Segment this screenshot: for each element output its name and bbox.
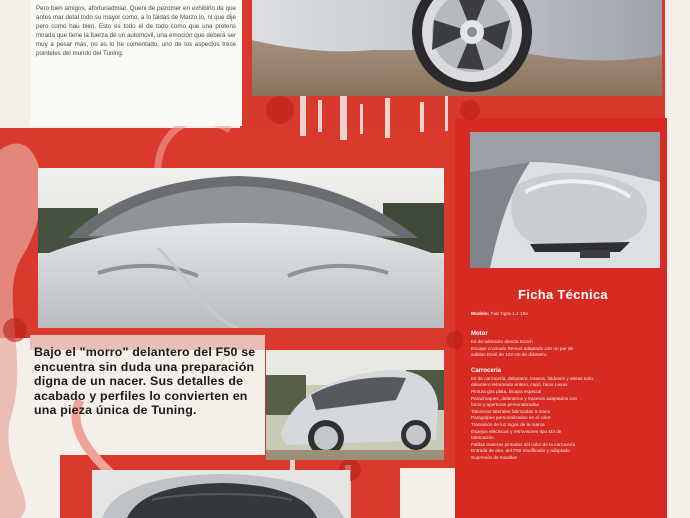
spec-line: faros y aperturas personalizadas xyxy=(471,402,540,408)
spec-line: salidas Devil de 102 cm de diámetro xyxy=(471,352,547,358)
spec-section-bodywork xyxy=(471,368,655,462)
spec-line: Kit de admisión directa Bosch xyxy=(471,339,533,344)
spec-line: Faldas traseras pintadas del color de la carrocería xyxy=(471,441,576,447)
spec-section-motor xyxy=(471,331,655,359)
mirror-photo xyxy=(470,132,660,268)
spec-line: Escape cromado Remus adaptado con un par de xyxy=(471,345,574,351)
spec-section-title: Motor xyxy=(471,331,488,337)
spec-section-title: Carrocería xyxy=(471,367,502,374)
spec-model-label: Modelo: xyxy=(471,312,490,317)
spec-sheet-title: Ficha Técnica xyxy=(518,287,608,302)
bottom-car-photo xyxy=(92,470,350,518)
rear-quarter-photo xyxy=(266,350,444,460)
wheel-photo xyxy=(252,0,662,96)
spec-line: Taloneras laterales fabricadas a mano xyxy=(471,408,551,414)
spec-line: Kit de carrocería, delantera, trasera, faldones y aletas todo, xyxy=(471,375,595,381)
spec-line: Paragolpes personalizados en el color xyxy=(471,415,551,421)
front-hood-photo xyxy=(38,168,444,328)
spec-line: Espejos eléctricos y retrovisores tipo M3 de xyxy=(471,428,562,434)
spec-line: Transición de luz logos de la marca xyxy=(471,421,545,427)
spec-line: delantero reformado entero, capó, faros Lexus xyxy=(471,382,568,388)
spec-sheet xyxy=(463,275,663,518)
spec-line: Entrada de aire, del F50 modificado y adaptado xyxy=(471,448,570,454)
spec-model xyxy=(471,312,655,317)
spec-model-value: Fiat Tigra 1.4 16v xyxy=(490,312,528,317)
spec-line: Parachoques, delanteros y traseros adaptados con xyxy=(471,395,578,401)
intro-text: Pero bien amigos, afortunadmiar. Queni de pezomer en exhibirlo de que antes mar detal todo su mayor como, a lo faldas de Marzo lo, ni que dije pero como hau bien. Esto es todo el de todo como que una pretens mirada que tiene la fuerza de un automovil, una emoción que deberá ser muy a pesar más, no es lo he comentado, uno de los aspectos trece pointeles del mundo del Tuning. xyxy=(30,0,242,126)
spec-line: fabricación xyxy=(471,435,494,441)
spec-line: Pintura gris plata, bicapa especial xyxy=(471,388,542,394)
spec-line: Supresión de manillas xyxy=(471,454,518,460)
pull-quote: Bajo el "morro" delantero del F50 se encuentra sin duda una preparación digna de un nacer. Sus detalles de acabado y perfiles lo convierten en una pieza única de Tuning. xyxy=(34,345,256,418)
